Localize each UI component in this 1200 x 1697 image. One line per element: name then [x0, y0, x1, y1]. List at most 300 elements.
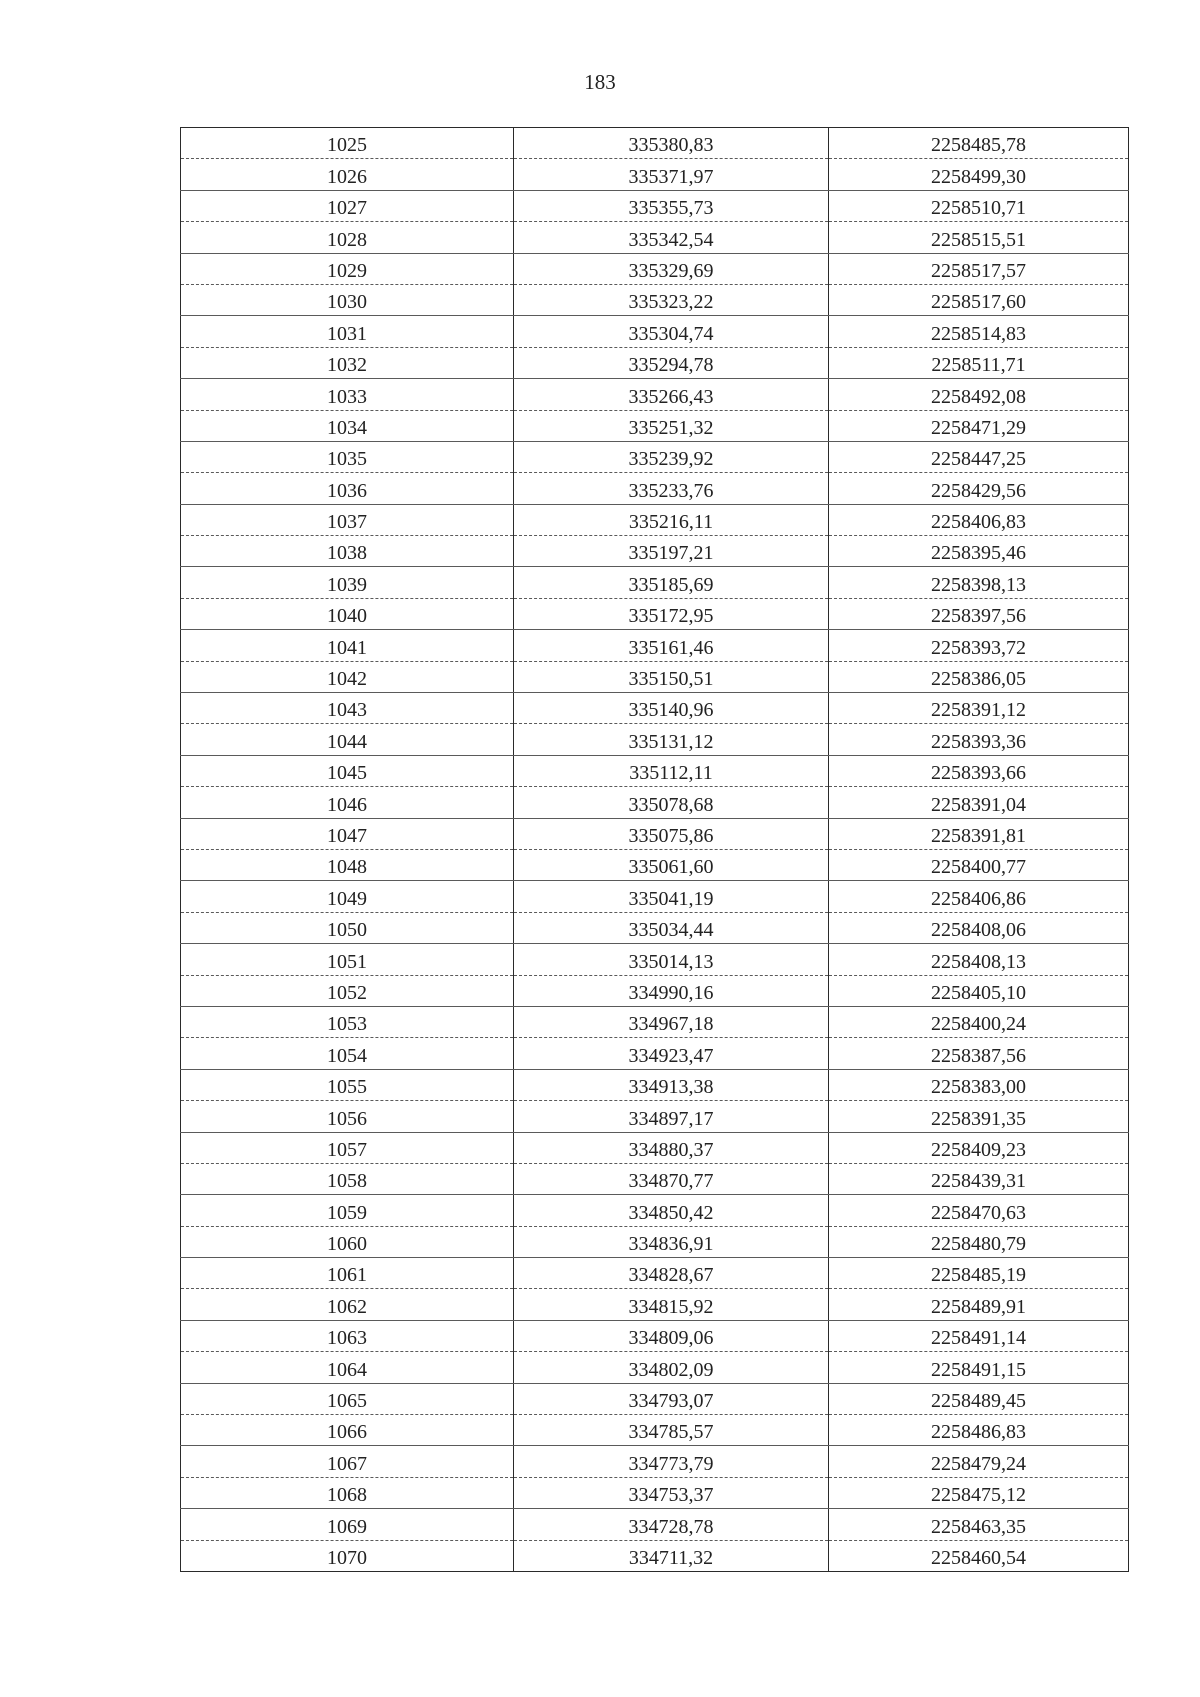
cell-value: 2258391,35 [931, 1107, 1026, 1130]
point-number-cell [181, 975, 514, 1006]
x-coordinate-cell [514, 630, 829, 661]
x-coordinate-cell [514, 284, 829, 315]
x-coordinate-cell [514, 693, 829, 724]
cell-value: 335323,22 [628, 291, 714, 314]
x-coordinate-cell [514, 912, 829, 943]
cell-value: 334923,47 [628, 1044, 714, 1067]
cell-value: 1028 [327, 228, 367, 251]
cell-value: 2258463,35 [931, 1515, 1026, 1538]
cell-value: 2258393,72 [931, 636, 1026, 659]
cell-value: 2258486,83 [931, 1421, 1026, 1444]
cell-value: 2258391,12 [931, 699, 1026, 722]
cell-value: 334990,16 [628, 981, 714, 1004]
cell-value: 2258408,06 [931, 919, 1026, 942]
x-coordinate-cell [514, 755, 829, 786]
x-coordinate-cell [514, 944, 829, 975]
cell-value: 2258471,29 [931, 416, 1026, 439]
cell-value: 335342,54 [628, 228, 714, 251]
table-row [181, 1163, 1129, 1194]
cell-value: 1052 [327, 981, 367, 1004]
cell-value: 335216,11 [628, 511, 714, 534]
cell-value: 2258475,12 [931, 1484, 1026, 1507]
x-coordinate-cell [514, 316, 829, 347]
table-row [181, 1195, 1129, 1226]
x-coordinate-cell [514, 1195, 829, 1226]
x-coordinate-cell [514, 410, 829, 441]
cell-value: 1055 [327, 1076, 367, 1099]
y-coordinate-cell [829, 1509, 1129, 1540]
cell-value: 2258489,91 [931, 1295, 1026, 1318]
cell-value: 335131,12 [628, 730, 714, 753]
x-coordinate-cell [514, 661, 829, 692]
cell-value: 1058 [327, 1170, 367, 1193]
y-coordinate-cell [829, 504, 1129, 535]
x-coordinate-cell [514, 159, 829, 190]
cell-value: 335150,51 [628, 668, 714, 691]
y-coordinate-cell [829, 1069, 1129, 1100]
y-coordinate-cell [829, 1320, 1129, 1351]
y-coordinate-cell [829, 1383, 1129, 1414]
x-coordinate-cell [514, 222, 829, 253]
x-coordinate-cell [514, 536, 829, 567]
point-number-cell [181, 881, 514, 912]
table-row [181, 1132, 1129, 1163]
point-number-cell [181, 1195, 514, 1226]
x-coordinate-cell [514, 598, 829, 629]
table-row [181, 316, 1129, 347]
point-number-cell [181, 379, 514, 410]
point-number-cell [181, 1006, 514, 1037]
y-coordinate-cell [829, 944, 1129, 975]
cell-value: 334728,78 [628, 1515, 714, 1538]
cell-value: 2258387,56 [931, 1044, 1026, 1067]
cell-value: 335140,96 [628, 699, 714, 722]
y-coordinate-cell [829, 128, 1129, 159]
point-number-cell [181, 347, 514, 378]
cell-value: 334773,79 [628, 1452, 714, 1475]
x-coordinate-cell [514, 1289, 829, 1320]
y-coordinate-cell [829, 1038, 1129, 1069]
x-coordinate-cell [514, 1132, 829, 1163]
table-row [181, 222, 1129, 253]
table-row [181, 975, 1129, 1006]
y-coordinate-cell [829, 1540, 1129, 1571]
table-row [181, 1540, 1129, 1571]
table-row [181, 755, 1129, 786]
table-row [181, 1258, 1129, 1289]
table-row [181, 1446, 1129, 1477]
cell-value: 1053 [327, 1013, 367, 1036]
cell-value: 2258383,00 [931, 1076, 1026, 1099]
cell-value: 1027 [327, 197, 367, 220]
y-coordinate-cell [829, 441, 1129, 472]
x-coordinate-cell [514, 881, 829, 912]
y-coordinate-cell [829, 347, 1129, 378]
point-number-cell [181, 504, 514, 535]
cell-value: 334913,38 [628, 1076, 714, 1099]
cell-value: 1032 [327, 354, 367, 377]
cell-value: 2258408,13 [931, 950, 1026, 973]
table-row [181, 284, 1129, 315]
cell-value: 2258492,08 [931, 385, 1026, 408]
y-coordinate-cell [829, 536, 1129, 567]
cell-value: 1031 [327, 322, 367, 345]
table-row [181, 724, 1129, 755]
cell-value: 2258429,56 [931, 479, 1026, 502]
cell-value: 1036 [327, 479, 367, 502]
point-number-cell [181, 1038, 514, 1069]
cell-value: 1034 [327, 416, 367, 439]
y-coordinate-cell [829, 1132, 1129, 1163]
table-row [181, 693, 1129, 724]
table-row [181, 1226, 1129, 1257]
cell-value: 334815,92 [628, 1295, 714, 1318]
point-number-cell [181, 284, 514, 315]
cell-value: 1043 [327, 699, 367, 722]
cell-value: 1057 [327, 1138, 367, 1161]
cell-value: 335329,69 [628, 259, 714, 282]
cell-value: 1060 [327, 1233, 367, 1256]
point-number-cell [181, 818, 514, 849]
cell-value: 2258406,86 [931, 887, 1026, 910]
cell-value: 334793,07 [628, 1390, 714, 1413]
x-coordinate-cell [514, 1383, 829, 1414]
cell-value: 2258511,71 [931, 354, 1026, 377]
table-row [181, 1383, 1129, 1414]
y-coordinate-cell [829, 253, 1129, 284]
cell-value: 2258386,05 [931, 668, 1026, 691]
cell-value: 1045 [327, 762, 367, 785]
x-coordinate-cell [514, 724, 829, 755]
y-coordinate-cell [829, 630, 1129, 661]
x-coordinate-cell [514, 1069, 829, 1100]
y-coordinate-cell [829, 849, 1129, 880]
x-coordinate-cell [514, 379, 829, 410]
point-number-cell [181, 1069, 514, 1100]
cell-value: 1048 [327, 856, 367, 879]
y-coordinate-cell [829, 693, 1129, 724]
x-coordinate-cell [514, 441, 829, 472]
cell-value: 2258400,24 [931, 1013, 1026, 1036]
x-coordinate-cell [514, 1038, 829, 1069]
x-coordinate-cell [514, 1446, 829, 1477]
table-row [181, 912, 1129, 943]
table-row [181, 598, 1129, 629]
point-number-cell [181, 441, 514, 472]
cell-value: 2258517,60 [931, 291, 1026, 314]
cell-value: 2258395,46 [931, 542, 1026, 565]
cell-value: 2258393,66 [931, 762, 1026, 785]
cell-value: 2258405,10 [931, 981, 1026, 1004]
table-row [181, 1477, 1129, 1508]
x-coordinate-cell [514, 1258, 829, 1289]
cell-value: 335239,92 [628, 448, 714, 471]
cell-value: 1029 [327, 259, 367, 282]
cell-value: 335355,73 [628, 197, 714, 220]
table-row [181, 347, 1129, 378]
table-row [181, 1038, 1129, 1069]
x-coordinate-cell [514, 849, 829, 880]
x-coordinate-cell [514, 504, 829, 535]
point-number-cell [181, 661, 514, 692]
cell-value: 1047 [327, 824, 367, 847]
table-row [181, 567, 1129, 598]
cell-value: 1062 [327, 1295, 367, 1318]
x-coordinate-cell [514, 190, 829, 221]
cell-value: 335197,21 [628, 542, 714, 565]
cell-value: 335172,95 [628, 605, 714, 628]
cell-value: 1051 [327, 950, 367, 973]
y-coordinate-cell [829, 190, 1129, 221]
x-coordinate-cell [514, 1101, 829, 1132]
cell-value: 335251,32 [628, 416, 714, 439]
y-coordinate-cell [829, 410, 1129, 441]
cell-value: 334897,17 [628, 1107, 714, 1130]
cell-value: 334802,09 [628, 1358, 714, 1381]
table-row [181, 504, 1129, 535]
point-number-cell [181, 849, 514, 880]
y-coordinate-cell [829, 1195, 1129, 1226]
cell-value: 334850,42 [628, 1201, 714, 1224]
table-row [181, 1101, 1129, 1132]
cell-value: 334785,57 [628, 1421, 714, 1444]
table-row [181, 661, 1129, 692]
cell-value: 335075,86 [628, 824, 714, 847]
cell-value: 334809,06 [628, 1327, 714, 1350]
cell-value: 1042 [327, 668, 367, 691]
y-coordinate-cell [829, 755, 1129, 786]
cell-value: 334711,32 [628, 1546, 714, 1569]
cell-value: 1068 [327, 1484, 367, 1507]
cell-value: 2258515,51 [931, 228, 1026, 251]
y-coordinate-cell [829, 473, 1129, 504]
y-coordinate-cell [829, 1446, 1129, 1477]
table-row [181, 128, 1129, 159]
table-row [181, 379, 1129, 410]
point-number-cell [181, 755, 514, 786]
point-number-cell [181, 190, 514, 221]
point-number-cell [181, 1477, 514, 1508]
y-coordinate-cell [829, 1352, 1129, 1383]
point-number-cell [181, 536, 514, 567]
cell-value: 1037 [327, 511, 367, 534]
x-coordinate-cell [514, 787, 829, 818]
cell-value: 335061,60 [628, 856, 714, 879]
point-number-cell [181, 159, 514, 190]
cell-value: 1069 [327, 1515, 367, 1538]
point-number-cell [181, 1132, 514, 1163]
x-coordinate-cell [514, 1226, 829, 1257]
point-number-cell [181, 410, 514, 441]
point-number-cell [181, 1101, 514, 1132]
cell-value: 335185,69 [628, 573, 714, 596]
cell-value: 335078,68 [628, 793, 714, 816]
x-coordinate-cell [514, 1320, 829, 1351]
y-coordinate-cell [829, 787, 1129, 818]
cell-value: 1039 [327, 573, 367, 596]
cell-value: 2258491,15 [931, 1358, 1026, 1381]
x-coordinate-cell [514, 567, 829, 598]
table-row [181, 1352, 1129, 1383]
table-row [181, 787, 1129, 818]
table-row [181, 253, 1129, 284]
table-row [181, 1006, 1129, 1037]
y-coordinate-cell [829, 661, 1129, 692]
point-number-cell [181, 1163, 514, 1194]
point-number-cell [181, 1352, 514, 1383]
x-coordinate-cell [514, 1006, 829, 1037]
cell-value: 334870,77 [628, 1170, 714, 1193]
point-number-cell [181, 316, 514, 347]
cell-value: 1070 [327, 1546, 367, 1569]
cell-value: 335161,46 [628, 636, 714, 659]
cell-value: 335266,43 [628, 385, 714, 408]
table-row [181, 1069, 1129, 1100]
point-number-cell [181, 693, 514, 724]
cell-value: 2258514,83 [931, 322, 1026, 345]
table-row [181, 410, 1129, 441]
y-coordinate-cell [829, 1006, 1129, 1037]
y-coordinate-cell [829, 1477, 1129, 1508]
cell-value: 1054 [327, 1044, 367, 1067]
y-coordinate-cell [829, 567, 1129, 598]
cell-value: 334753,37 [628, 1484, 714, 1507]
cell-value: 335380,83 [628, 134, 714, 157]
page-number: 183 [584, 70, 616, 94]
y-coordinate-cell [829, 284, 1129, 315]
x-coordinate-cell [514, 975, 829, 1006]
cell-value: 2258400,77 [931, 856, 1026, 879]
table-row [181, 1289, 1129, 1320]
x-coordinate-cell [514, 1415, 829, 1446]
x-coordinate-cell [514, 1509, 829, 1540]
cell-value: 2258409,23 [931, 1138, 1026, 1161]
point-number-cell [181, 1415, 514, 1446]
point-number-cell [181, 1320, 514, 1351]
cell-value: 1059 [327, 1201, 367, 1224]
cell-value: 2258447,25 [931, 448, 1026, 471]
cell-value: 335294,78 [628, 354, 714, 377]
table-row [181, 818, 1129, 849]
x-coordinate-cell [514, 1540, 829, 1571]
cell-value: 2258439,31 [931, 1170, 1026, 1193]
table-row [181, 159, 1129, 190]
y-coordinate-cell [829, 316, 1129, 347]
cell-value: 335112,11 [629, 762, 713, 785]
cell-value: 2258393,36 [931, 730, 1026, 753]
table-row [181, 1509, 1129, 1540]
cell-value: 2258391,81 [931, 824, 1026, 847]
point-number-cell [181, 1383, 514, 1414]
cell-value: 1035 [327, 448, 367, 471]
coordinates-table-body [181, 128, 1129, 1572]
cell-value: 1026 [327, 165, 367, 188]
y-coordinate-cell [829, 1226, 1129, 1257]
y-coordinate-cell [829, 598, 1129, 629]
cell-value: 335371,97 [628, 165, 714, 188]
x-coordinate-cell [514, 1477, 829, 1508]
table-row [181, 630, 1129, 661]
point-number-cell [181, 1446, 514, 1477]
cell-value: 2258480,79 [931, 1233, 1026, 1256]
cell-value: 335041,19 [628, 887, 714, 910]
cell-value: 1064 [327, 1358, 367, 1381]
table-row [181, 1415, 1129, 1446]
point-number-cell [181, 630, 514, 661]
cell-value: 2258485,19 [931, 1264, 1026, 1287]
point-number-cell [181, 1509, 514, 1540]
table-row [181, 881, 1129, 912]
cell-value: 1025 [327, 134, 367, 157]
cell-value: 335304,74 [628, 322, 714, 345]
x-coordinate-cell [514, 128, 829, 159]
cell-value: 2258398,13 [931, 573, 1026, 596]
cell-value: 2258499,30 [931, 165, 1026, 188]
x-coordinate-cell [514, 818, 829, 849]
point-number-cell [181, 787, 514, 818]
cell-value: 2258391,04 [931, 793, 1026, 816]
cell-value: 1033 [327, 385, 367, 408]
point-number-cell [181, 944, 514, 975]
cell-value: 2258485,78 [931, 134, 1026, 157]
y-coordinate-cell [829, 1101, 1129, 1132]
y-coordinate-cell [829, 159, 1129, 190]
cell-value: 1049 [327, 887, 367, 910]
y-coordinate-cell [829, 1415, 1129, 1446]
x-coordinate-cell [514, 473, 829, 504]
point-number-cell [181, 128, 514, 159]
point-number-cell [181, 1540, 514, 1571]
point-number-cell [181, 912, 514, 943]
point-number-cell [181, 598, 514, 629]
cell-value: 1061 [327, 1264, 367, 1287]
cell-value: 2258517,57 [931, 259, 1026, 282]
cell-value: 2258397,56 [931, 605, 1026, 628]
y-coordinate-cell [829, 724, 1129, 755]
y-coordinate-cell [829, 379, 1129, 410]
cell-value: 2258510,71 [931, 197, 1026, 220]
cell-value: 2258489,45 [931, 1390, 1026, 1413]
table-row [181, 190, 1129, 221]
cell-value: 2258470,63 [931, 1201, 1026, 1224]
cell-value: 1056 [327, 1107, 367, 1130]
y-coordinate-cell [829, 881, 1129, 912]
point-number-cell [181, 567, 514, 598]
cell-value: 2258460,54 [931, 1546, 1026, 1569]
cell-value: 334967,18 [628, 1013, 714, 1036]
table-row [181, 441, 1129, 472]
table-row [181, 944, 1129, 975]
cell-value: 334880,37 [628, 1138, 714, 1161]
point-number-cell [181, 1289, 514, 1320]
y-coordinate-cell [829, 1258, 1129, 1289]
y-coordinate-cell [829, 912, 1129, 943]
cell-value: 1040 [327, 605, 367, 628]
cell-value: 335233,76 [628, 479, 714, 502]
point-number-cell [181, 473, 514, 504]
cell-value: 2258491,14 [931, 1327, 1026, 1350]
table-row [181, 849, 1129, 880]
y-coordinate-cell [829, 975, 1129, 1006]
cell-value: 2258406,83 [931, 511, 1026, 534]
x-coordinate-cell [514, 1163, 829, 1194]
cell-value: 1050 [327, 919, 367, 942]
point-number-cell [181, 1226, 514, 1257]
point-number-cell [181, 222, 514, 253]
cell-value: 1030 [327, 291, 367, 314]
cell-value: 1044 [327, 730, 367, 753]
cell-value: 1063 [327, 1327, 367, 1350]
